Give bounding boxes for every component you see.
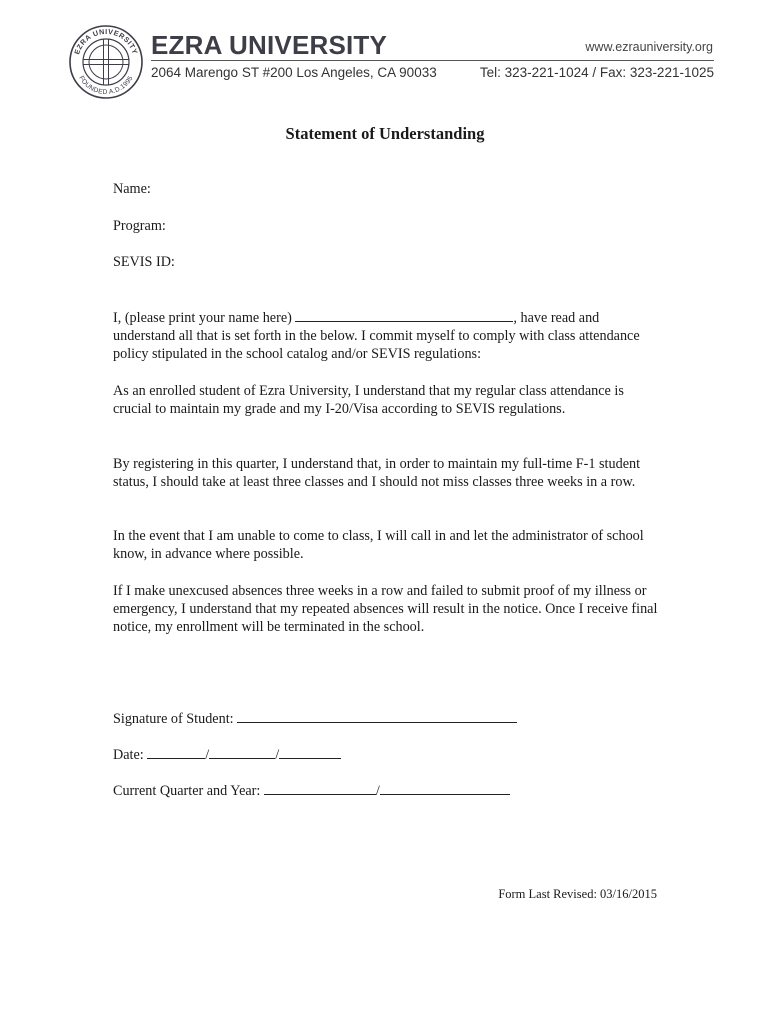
print-name-blank[interactable]	[295, 309, 513, 322]
paragraph-termination: If I make unexcused absences three weeks in a row and failed to submit proof of my illness or emergency, I understand that my repeated absences will result in the notice. Once I receive final notice, my enrollment will be terminated in the school.	[113, 583, 658, 636]
date-month-blank[interactable]	[147, 746, 205, 759]
intro-paragraph	[113, 309, 661, 364]
university-seal-logo	[68, 24, 144, 100]
university-address: 2064 Marengo ST #200 Los Angeles, CA 90033	[151, 65, 437, 80]
signature-label: Signature of Student:	[113, 711, 234, 727]
header-rule	[151, 60, 714, 61]
form-revision-date: Form Last Revised: 03/16/2015	[498, 887, 657, 901]
intro-end-text: , have read and	[513, 310, 600, 326]
date-year-blank[interactable]	[279, 746, 341, 759]
quarter-separator: /	[375, 783, 380, 799]
paragraph-registration: By registering in this quarter, I understand that, in order to maintain my full-time F-1 student status, I should take at least three classes and I should not miss classes three weeks in a row.	[113, 456, 641, 491]
intro-rest-text: understand all that is set forth in the below. I commit myself to comply with class attendance policy stipulated in the school catalog and/or SEVIS regulations:	[113, 328, 640, 363]
paragraph-attendance: As an enrolled student of Ezra University, I understand that my regular class attendance is crucial to maintain my grade and my I-20/Visa according to SEVIS regulations.	[113, 383, 624, 418]
quarter-blank[interactable]	[264, 782, 376, 795]
quarter-label: Current Quarter and Year:	[113, 783, 261, 799]
name-field-label: Name:	[113, 181, 151, 197]
signature-row	[113, 710, 517, 728]
intro-start-text: I, (please print your name here)	[113, 310, 292, 326]
quarter-row	[113, 782, 510, 800]
paragraph-absence-notice: In the event that I am unable to come to class, I will call in and let the administrator of school know, in advance where possible.	[113, 528, 644, 563]
signature-blank[interactable]	[237, 710, 517, 723]
date-label: Date:	[113, 747, 144, 763]
website-link[interactable]: www.ezrauniversity.org	[585, 40, 713, 54]
form-title: Statement of Understanding	[285, 124, 485, 143]
date-row	[113, 746, 341, 764]
sevis-field-label: SEVIS ID:	[113, 254, 175, 270]
date-separator: /	[205, 747, 210, 763]
year-blank[interactable]	[380, 782, 510, 795]
university-name: EZRA UNIVERSITY	[151, 30, 388, 60]
svg-text:FOUNDED A.D.1995: FOUNDED A.D.1995	[77, 74, 135, 97]
program-field-label: Program:	[113, 218, 166, 234]
date-day-blank[interactable]	[209, 746, 275, 759]
date-separator: /	[275, 747, 280, 763]
svg-text:EZRA UNIVERSITY: EZRA UNIVERSITY	[72, 26, 140, 56]
contact-numbers: Tel: 323-221-1024 / Fax: 323-221-1025	[479, 65, 714, 80]
